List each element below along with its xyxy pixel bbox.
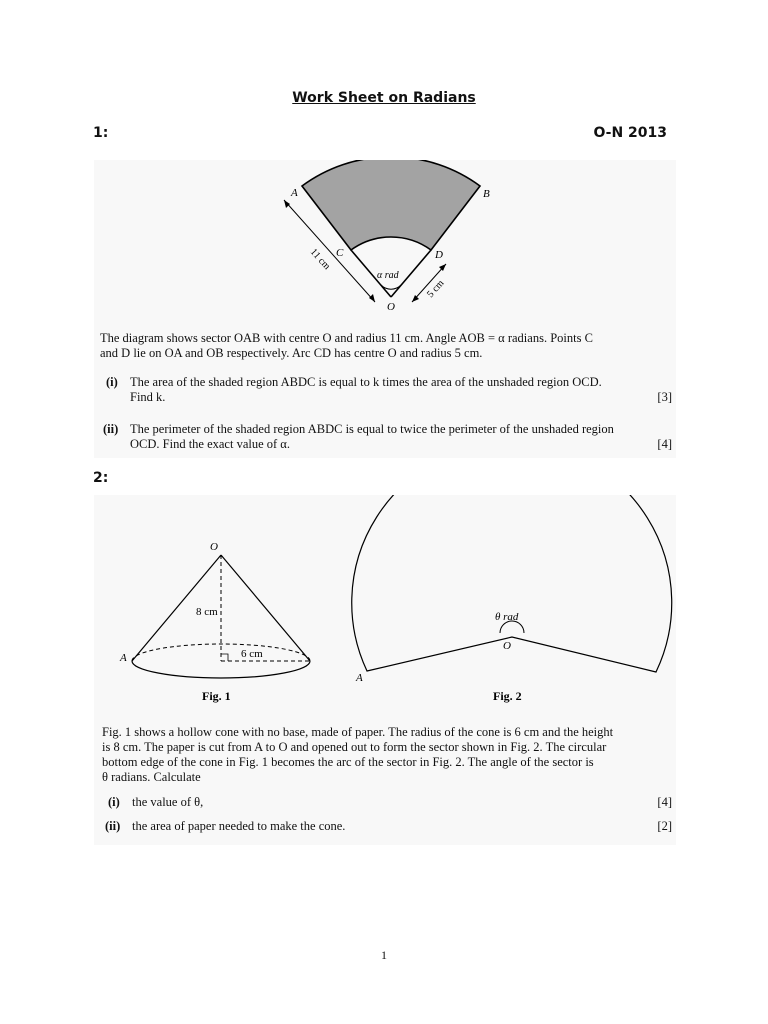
part-2i-marks: [4] [657, 795, 672, 809]
cone-diagrams [94, 495, 676, 710]
part-1i-line-1: The area of the shaded region ABDC is equal to k times the area of the unshaded region OCD. [130, 375, 602, 389]
label-11cm: 11 cm [307, 246, 333, 273]
worksheet-title: Work Sheet on Radians [292, 90, 476, 106]
part-2ii-marks: [2] [657, 819, 672, 833]
cone-base-front [132, 661, 310, 678]
sector-figure-2 [352, 495, 672, 703]
label-c: C [336, 247, 344, 259]
label-d: D [435, 249, 443, 261]
fig2-label-a: A [356, 672, 363, 684]
fig2-caption: Fig. 2 [493, 689, 522, 703]
page-number: 1 [381, 948, 387, 962]
question-1-panel [94, 160, 676, 458]
label-angle: α rad [377, 270, 399, 281]
fig1-label-o: O [210, 541, 218, 553]
right-angle-mark [221, 654, 228, 661]
fig2-label-o: O [503, 640, 511, 652]
label-o: O [387, 301, 395, 313]
cone-figure-1 [119, 541, 310, 703]
fig1-height-label: 8 cm [196, 606, 218, 618]
question-1-number: 1: [93, 125, 109, 141]
question-1-stem-line-2: and D lie on OA and OB respectively. Arc CD has centre O and radius 5 cm. [100, 346, 483, 360]
fig1-caption: Fig. 1 [202, 689, 231, 703]
question-2-stem-line-4: θ radians. Calculate [102, 770, 201, 784]
part-1ii-label: (ii) [103, 422, 119, 436]
label-5cm: 5 cm [425, 277, 447, 301]
shaded-region-abdc [302, 160, 480, 250]
part-1i-line-2: Find k. [130, 390, 166, 404]
question-2-number: 2: [93, 470, 109, 486]
fig1-radius-label: 6 cm [241, 648, 263, 660]
part-1ii-line-2: OCD. Find the exact value of α. [130, 437, 290, 451]
fig1-label-a: A [120, 652, 127, 664]
part-2ii-label: (ii) [105, 819, 121, 833]
part-2i-text: the value of θ, [132, 795, 204, 809]
part-1i-marks: [3] [657, 390, 672, 404]
part-1ii-marks: [4] [657, 437, 672, 451]
part-2ii-text: the area of paper needed to make the cone. [132, 819, 346, 833]
part-1ii-line-1: The perimeter of the shaded region ABDC is equal to twice the perimeter of the unshaded region [130, 422, 614, 436]
question-1-source: O-N 2013 [593, 125, 667, 141]
question-2-stem-line-2: is 8 cm. The paper is cut from A to O and opened out to form the sector shown in Fig. 2. The circular [102, 740, 607, 754]
part-2i-label: (i) [108, 795, 120, 809]
label-b: B [483, 188, 490, 200]
part-1i-label: (i) [106, 375, 118, 389]
question-2-stem-line-1: Fig. 1 shows a hollow cone with no base, made of paper. The radius of the cone is 6 cm and the height [102, 725, 614, 739]
sector-outline [352, 495, 672, 672]
fig2-angle-label: θ rad [495, 611, 519, 623]
question-2-panel [94, 495, 676, 845]
question-1-stem-line-1: The diagram shows sector OAB with centre O and radius 11 cm. Angle AOB = α radians. Points C [100, 331, 593, 345]
cone-slant-right [221, 555, 310, 661]
sector-diagram [94, 160, 676, 325]
label-a: A [291, 187, 298, 199]
question-2-stem-line-3: bottom edge of the cone in Fig. 1 becomes the arc of the sector in Fig. 2. The angle of the sector is [102, 755, 594, 769]
